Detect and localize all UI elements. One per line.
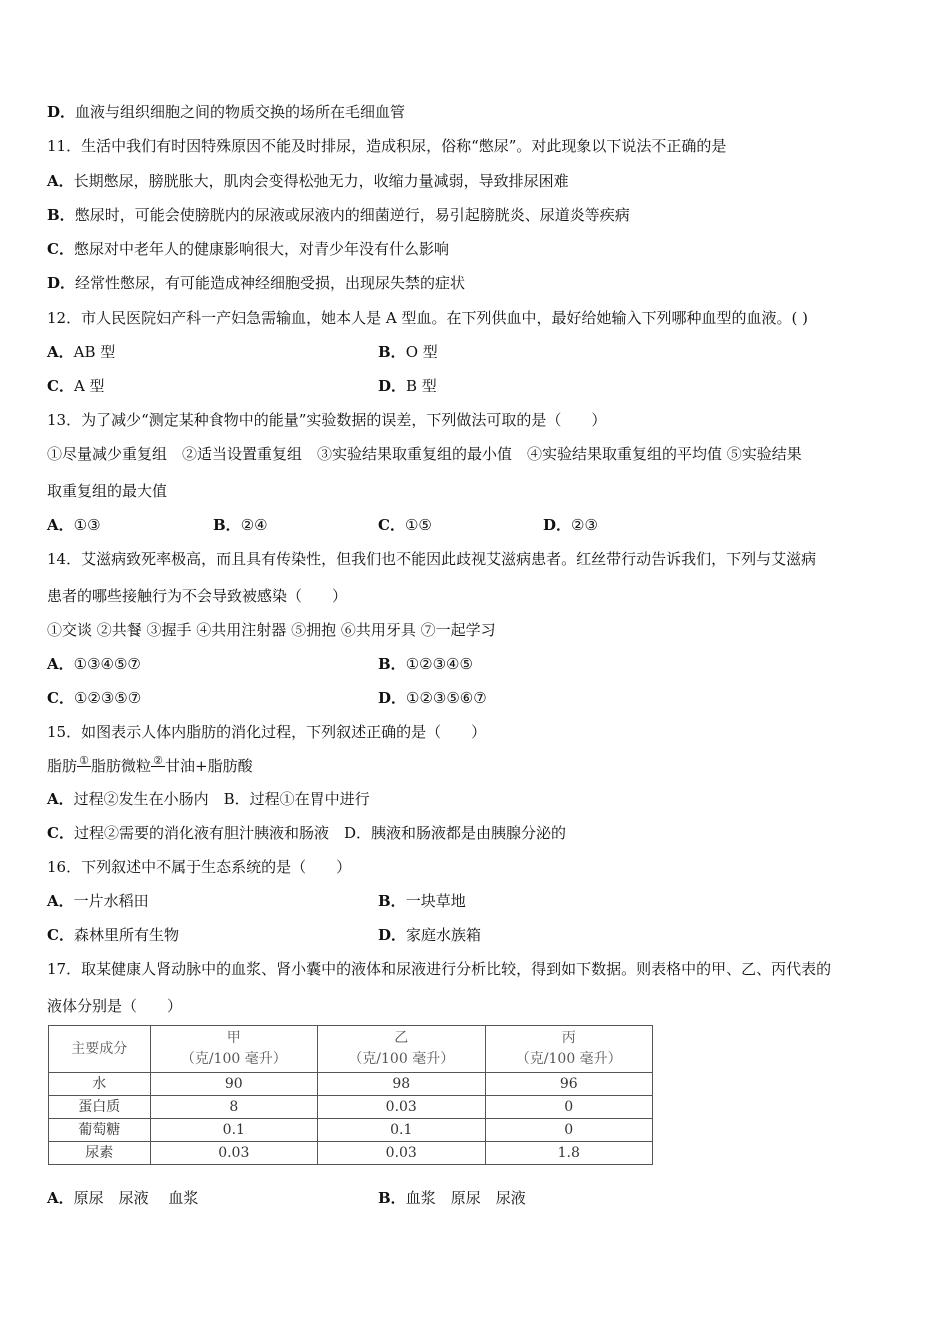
q16-option-b: B．一块草地 — [378, 892, 466, 910]
q15-step2-label: ② — [153, 754, 163, 767]
q14-stem-line2: 患者的哪些接触行为不会导致被感染（ ） — [47, 587, 348, 605]
q15-options-ab: A．过程②发生在小肠内 B．过程①在胃中进行 — [47, 790, 370, 808]
q15-step1-label: ① — [79, 754, 89, 767]
q14-option-b: B．①②③④⑤ — [378, 655, 473, 673]
table-cell: 0.03 — [318, 1142, 485, 1165]
q11-option-c: C．憋尿对中老年人的健康影响很大，对青少年没有什么影响 — [47, 240, 449, 258]
col-unit: （克/100 毫升） — [348, 1051, 455, 1067]
table-cell: 1.8 — [485, 1142, 653, 1165]
q15-flow-fat-particles: 脂肪微粒 — [91, 757, 152, 775]
table-cell: 0.1 — [318, 1119, 485, 1142]
q14-option-a: A．①③④⑤⑦ — [47, 655, 141, 673]
q17-data-table — [48, 1025, 653, 1165]
q14-option-c: C．①②③⑤⑦ — [47, 689, 142, 707]
option-letter: B． — [378, 655, 406, 673]
option-letter: A． — [47, 172, 74, 190]
q12-option-b: B．O 型 — [378, 343, 438, 361]
option-letter: B． — [378, 343, 406, 361]
q11-stem: 11．生活中我们有时因特殊原因不能及时排尿，造成积尿，俗称“憋尿”。对此现象以下说法不正确的是 — [47, 137, 727, 155]
option-letter: C． — [47, 240, 74, 258]
q14-items: ①交谈 ②共餐 ③握手 ④共用注射器 ⑤拥抱 ⑥共用牙具 ⑦一起学习 — [47, 621, 496, 639]
table-cell: 8 — [150, 1096, 317, 1119]
q17-stem-line1: 17．取某健康人肾动脉中的血浆、肾小囊中的液体和尿液进行分析比较，得到如下数据。则表格中的甲、乙、丙代表的 — [47, 960, 832, 978]
q13-items-line1: ①尽量减少重复组 ②适当设置重复组 ③实验结果取重复组的最小值 ④实验结果取重复组的平均值 ⑤实验结果 — [47, 445, 802, 463]
q15-flow-diagram — [47, 756, 253, 778]
table-cell: 98 — [318, 1073, 485, 1096]
option-letter: C． — [47, 689, 74, 707]
option-letter: C． — [47, 377, 74, 395]
q14-option-d: D．①②③⑤⑥⑦ — [378, 689, 487, 707]
table-cell: 0.1 — [150, 1119, 317, 1142]
row-label: 尿素 — [49, 1142, 151, 1165]
option-letter: A． — [47, 790, 74, 808]
q12-option-d: D．B 型 — [378, 377, 437, 395]
table-row — [49, 1096, 653, 1119]
col-unit: （克/100 毫升） — [180, 1051, 287, 1067]
option-letter: A． — [47, 343, 74, 361]
col-name: 丙 — [561, 1030, 576, 1046]
q13-items-line2: 取重复组的最大值 — [47, 482, 168, 500]
option-letter: A． — [47, 655, 74, 673]
table-cell: 0 — [485, 1096, 653, 1119]
q12-option-a: A．AB 型 — [47, 343, 116, 361]
col-name: 乙 — [394, 1030, 409, 1046]
q10-option-d: D．血液与组织细胞之间的物质交换的场所在毛细血管 — [47, 103, 406, 121]
col-name: 甲 — [226, 1030, 241, 1046]
q16-option-a: A．一片水稻田 — [47, 892, 149, 910]
q14-stem-line1: 14．艾滋病致死率极高，而且具有传染性，但我们也不能因此歧视艾滋病患者。红丝带行动告诉我们，下列与艾滋病 — [47, 550, 817, 568]
option-letter: C． — [378, 516, 405, 534]
table-cell: 90 — [150, 1073, 317, 1096]
q17-stem-line2: 液体分别是（ ） — [47, 997, 183, 1015]
q11-option-b: B．憋尿时，可能会使膀胱内的尿液或尿液内的细菌逆行，易引起膀胱炎、尿道炎等疾病 — [47, 206, 630, 224]
row-label: 葡萄糖 — [49, 1119, 151, 1142]
option-letter: B． — [378, 1189, 406, 1207]
table-col-header — [485, 1026, 653, 1073]
q12-option-c: C．A 型 — [47, 377, 105, 395]
q11-option-a: A．长期憋尿，膀胱胀大，肌肉会变得松弛无力，收缩力量减弱，导致排尿困难 — [47, 172, 569, 190]
option-letter: C． — [47, 926, 74, 944]
option-letter: D． — [47, 274, 76, 292]
option-letter: B． — [47, 206, 75, 224]
arrow-icon — [77, 766, 91, 767]
q16-option-c: C．森林里所有生物 — [47, 926, 179, 944]
q17-option-b: B．血浆 原尿 尿液 — [378, 1189, 526, 1207]
arrow-icon — [151, 766, 165, 767]
q15-stem: 15．如图表示人体内脂肪的消化过程，下列叙述正确的是（ ） — [47, 723, 487, 741]
option-letter: B． — [378, 892, 406, 910]
table-cell: 0 — [485, 1119, 653, 1142]
q13-option-b: B．②④ — [213, 516, 268, 534]
option-letter: A． — [47, 1189, 74, 1207]
option-letter: D． — [378, 689, 407, 707]
q13-stem: 13．为了减少“测定某种食物中的能量”实验数据的误差，下列做法可取的是（ ） — [47, 411, 607, 429]
q17-option-a: A．原尿 尿液 血浆 — [47, 1189, 199, 1207]
option-letter: B． — [213, 516, 241, 534]
row-label: 蛋白质 — [49, 1096, 151, 1119]
row-label: 水 — [49, 1073, 151, 1096]
q15-options-cd: C．过程②需要的消化液有胆汁胰液和肠液 D．胰液和肠液都是由胰腺分泌的 — [47, 824, 566, 842]
q15-flow-products: 甘油+脂肪酸 — [165, 757, 253, 775]
table-cell: 96 — [485, 1073, 653, 1096]
table-col-header — [150, 1026, 317, 1073]
option-letter: A． — [47, 892, 74, 910]
q15-flow-fat: 脂肪 — [47, 757, 78, 775]
table-row — [49, 1142, 653, 1165]
q12-stem: 12．市人民医院妇产科一产妇急需输血，她本人是 A 型血。在下列供血中，最好给她输入下列哪种血型的血液。( ) — [47, 309, 808, 327]
option-letter: D． — [378, 377, 407, 395]
table-col-header — [318, 1026, 485, 1073]
table-row — [49, 1119, 653, 1142]
q13-option-c: C．①⑤ — [378, 516, 432, 534]
q16-option-d: D．家庭水族箱 — [378, 926, 482, 944]
option-letter: A． — [47, 516, 74, 534]
option-letter: D． — [378, 926, 407, 944]
q13-option-a: A．①③ — [47, 516, 101, 534]
col-unit: （克/100 毫升） — [515, 1051, 622, 1067]
table-cell: 0.03 — [150, 1142, 317, 1165]
option-letter: C． — [47, 824, 74, 842]
option-letter: D． — [543, 516, 572, 534]
option-letter: D． — [47, 103, 76, 121]
table-header-row — [49, 1026, 653, 1073]
q16-stem: 16．下列叙述中不属于生态系统的是（ ） — [47, 858, 352, 876]
table-corner-header: 主要成分 — [49, 1026, 151, 1073]
table-row — [49, 1073, 653, 1096]
q13-option-d: D．②③ — [543, 516, 598, 534]
q11-option-d: D．经常性憋尿，有可能造成神经细胞受损，出现尿失禁的症状 — [47, 274, 466, 292]
table-cell: 0.03 — [318, 1096, 485, 1119]
